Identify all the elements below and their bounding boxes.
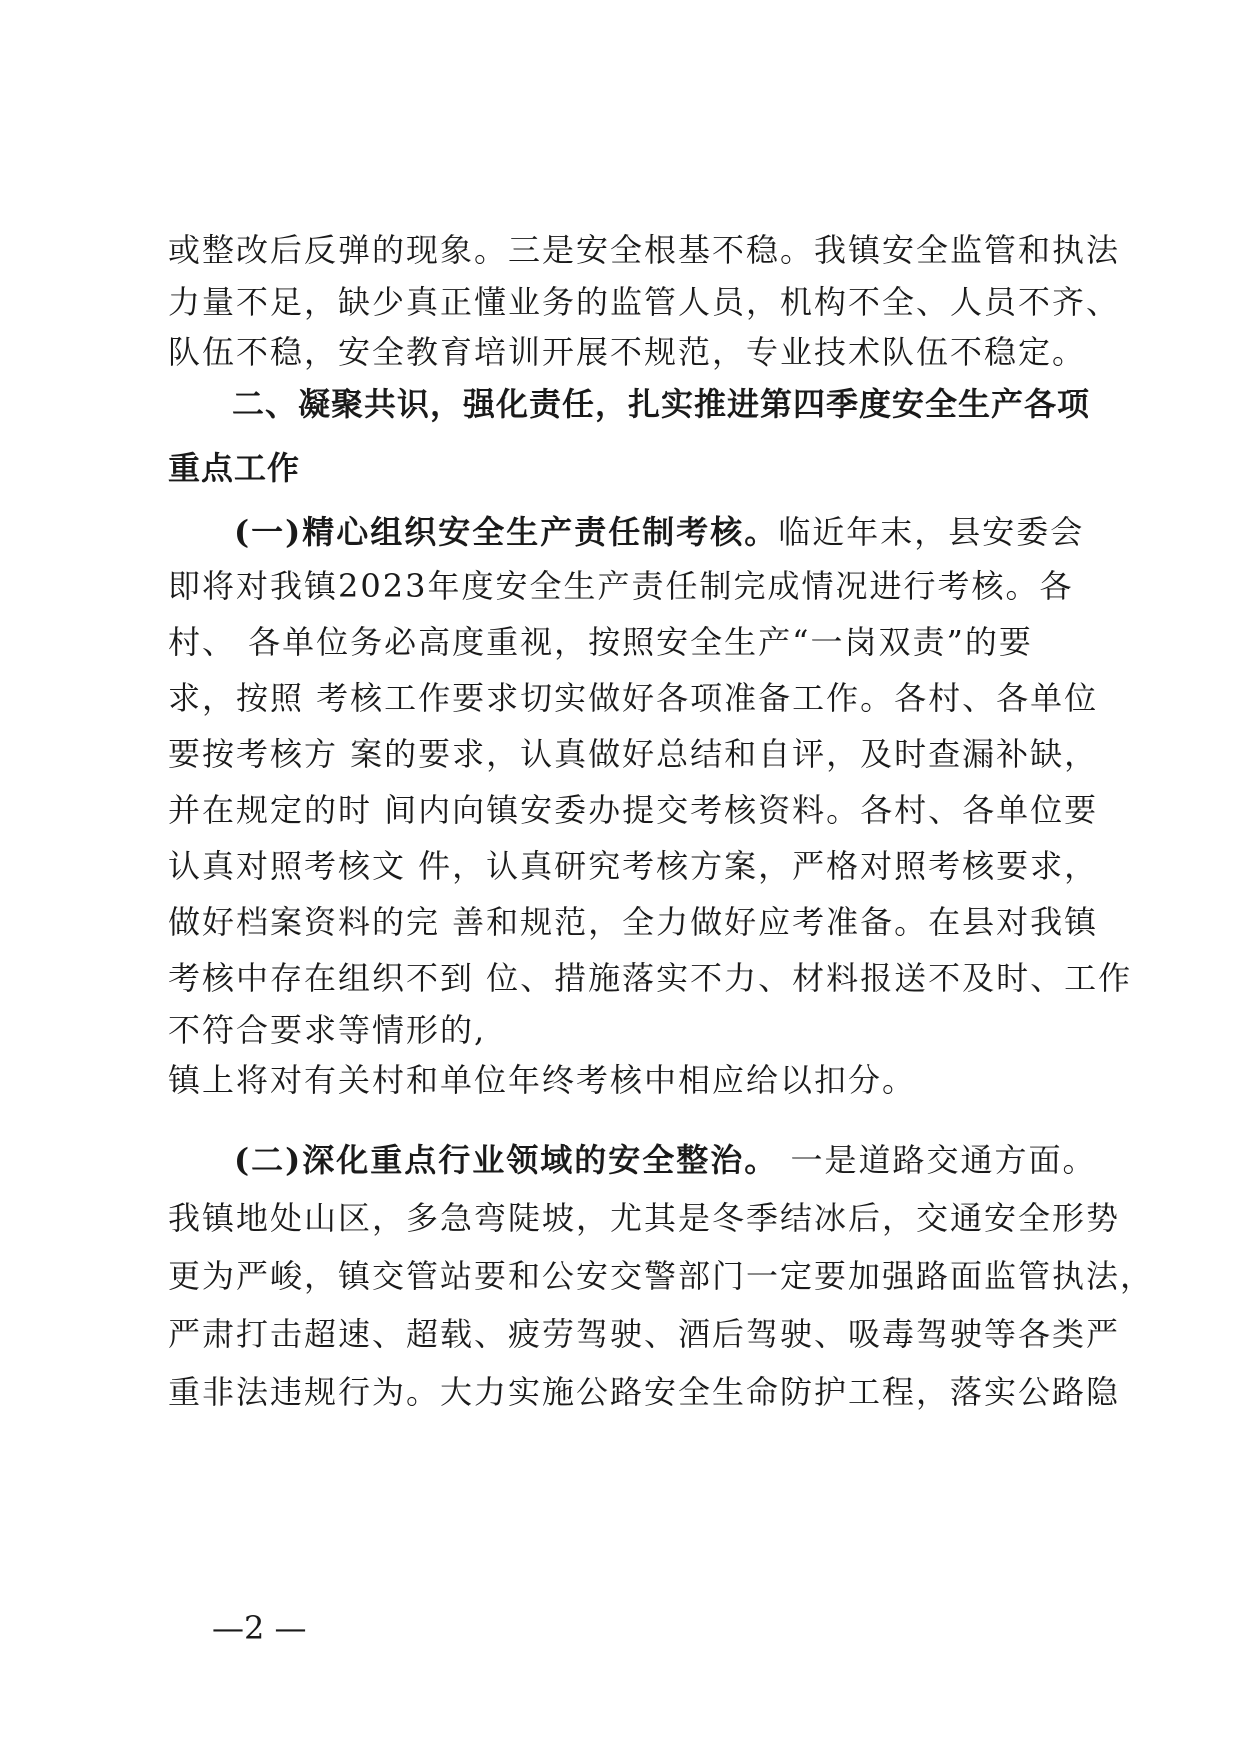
body-line: 严肃打击超速、超载、疲劳驾驶、酒后驾驶、吸毒驾驶等各类严 (168, 1315, 1121, 1353)
subsection-1-first-line (234, 512, 1084, 552)
body-line: 队伍不稳，安全教育培训开展不规范，专业技术队伍不稳定。 (168, 333, 1087, 371)
body-line: 重非法违规行为。大力实施公路安全生命防护工程，落实公路隐 (168, 1373, 1121, 1411)
body-line: 并在规定的时 间内向镇安委办提交考核资料。各村、各单位要 (168, 791, 1099, 829)
section-heading-continued: 重点工作 (168, 449, 301, 487)
body-line: 不符合要求等情形的, (168, 1011, 487, 1049)
subsection-2-lead: 一是道路交通方面。 (778, 1141, 1097, 1179)
body-line: 镇上将对有关村和单位年终考核中相应给以扣分。 (168, 1061, 917, 1099)
subsection-1-title: (一)精心组织安全生产责任制考核。 (234, 513, 779, 551)
subsection-2-title: (二)深化重点行业领域的安全整治。 (234, 1141, 779, 1179)
body-line: 力量不足，缺少真正懂业务的监管人员，机构不全、人员不齐、 (168, 283, 1121, 321)
body-line: 或整改后反弹的现象。三是安全根基不稳。我镇安全监管和执法 (168, 231, 1121, 269)
body-line: 更为严峻，镇交管站要和公安交警部门一定要加强路面监管执法， (168, 1257, 1155, 1295)
body-line: 我镇地处山区，多急弯陡坡，尤其是冬季结冰后，交通安全形势 (168, 1199, 1121, 1237)
page-number: —2 — (212, 1609, 307, 1647)
body-line: 认真对照考核文 件，认真研究考核方案，严格对照考核要求， (168, 847, 1099, 885)
subsection-2-first-line (234, 1140, 1096, 1180)
body-line: 考核中存在组织不到 位、措施落实不力、材料报送不及时、工作 (168, 959, 1133, 997)
body-line: 即将对我镇2023年度安全生产责任制完成情况进行考核。各 (168, 567, 1074, 605)
body-line: 做好档案资料的完 善和规范，全力做好应考准备。在县对我镇 (168, 903, 1099, 941)
body-line: 求，按照 考核工作要求切实做好各项准备工作。各村、各单位 (168, 679, 1099, 717)
subsection-1-lead: 临近年末，县安委会 (778, 513, 1085, 551)
body-line: 要按考核方 案的要求，认真做好总结和自评，及时查漏补缺， (168, 735, 1099, 773)
section-heading: 二、凝聚共识，强化责任，扎实推进第四季度安全生产各项 (232, 385, 1091, 423)
body-line: 村、 各单位务必高度重视，按照安全生产“一岗双责”的要 (168, 623, 1033, 661)
